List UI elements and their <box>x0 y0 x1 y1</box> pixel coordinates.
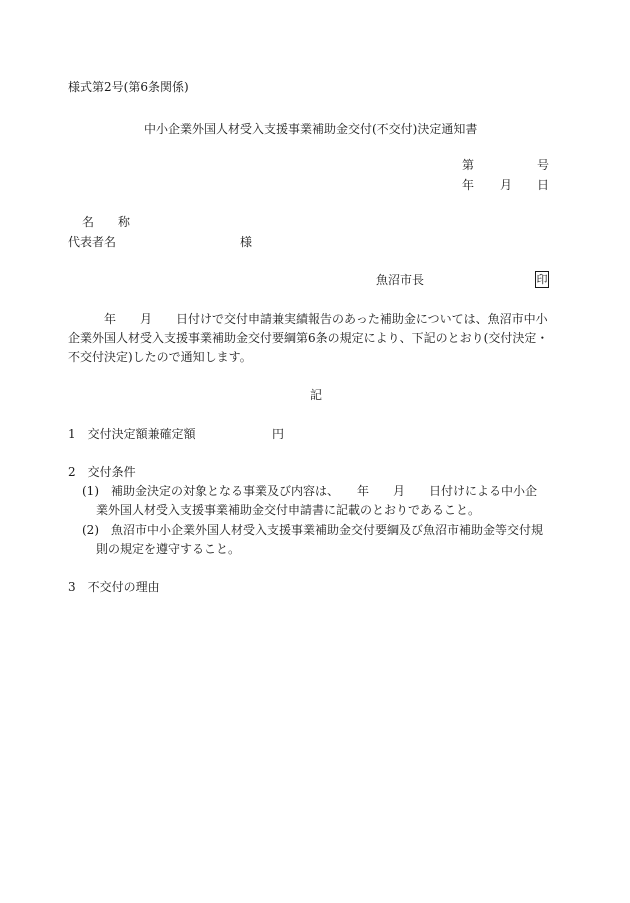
issuer-title: 魚沼市長 <box>376 273 425 287</box>
doc-number-suffix: 号 <box>537 158 550 172</box>
condition-1-line-2: 業外国人材受入支援事業補助金交付申請書に記載のとおりであること。 <box>96 503 481 517</box>
recipient-representative-label: 代表者名 <box>68 235 117 249</box>
reason-heading: 3 不交付の理由 <box>68 580 160 594</box>
ki-heading: 記 <box>310 388 323 402</box>
condition-2-line-1: (2) 魚沼市中小企業外国人材受入支援事業補助金交付要綱及び魚沼市補助金等交付規 <box>82 523 544 537</box>
amount-heading: 1 交付決定額兼確定額 <box>68 427 196 441</box>
date-month: 月 <box>500 178 513 192</box>
date-year: 年 <box>462 178 475 192</box>
seal-box: 印 <box>536 273 548 286</box>
document-title: 中小企業外国人材受入支援事業補助金交付(不交付)決定通知書 <box>144 122 478 136</box>
form-label: 様式第2号(第6条関係) <box>68 80 189 94</box>
condition-1-line-1: (1) 補助金決定の対象となる事業及び内容は、 年 月 日付けによる中小企 <box>82 484 538 498</box>
recipient-name-label: 名 称 <box>82 215 131 229</box>
doc-number-prefix: 第 <box>462 158 475 172</box>
body-line-3: 不交付決定)したので通知します。 <box>68 350 252 364</box>
date-day: 日 <box>537 178 550 192</box>
body-line-2: 企業外国人材受入支援事業補助金交付要綱第6条の規定により、下記のとおり(交付決定・ <box>68 331 549 345</box>
body-line-1: 年 月 日付けで交付申請兼実績報告のあった補助金については、魚沼市中小 <box>68 312 548 326</box>
recipient-honorific: 様 <box>240 235 253 249</box>
condition-2-line-2: 則の規定を遵守すること。 <box>96 542 241 556</box>
amount-unit: 円 <box>272 427 285 441</box>
conditions-heading: 2 交付条件 <box>68 465 136 479</box>
